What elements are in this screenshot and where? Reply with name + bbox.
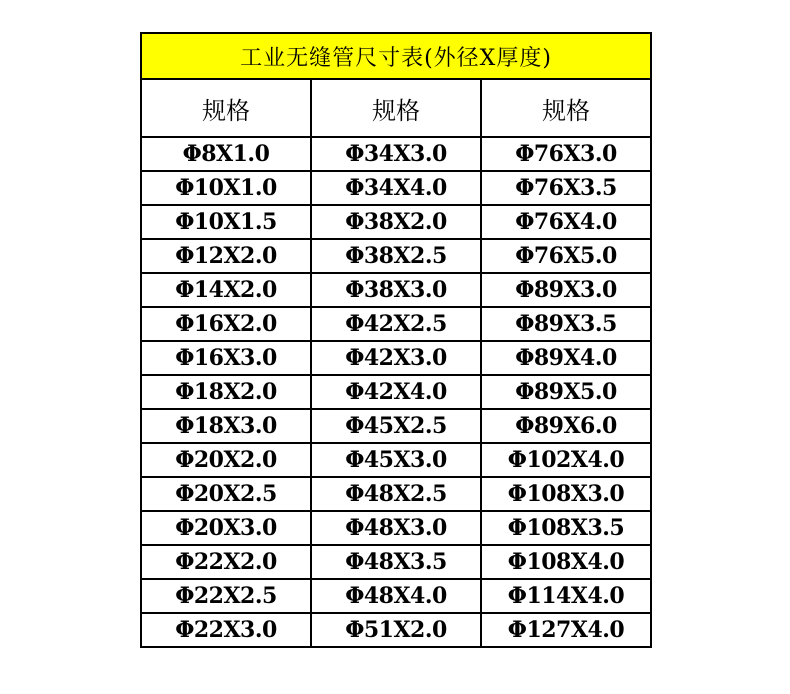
table-cell: Φ38X3.0: [311, 273, 481, 307]
table-cell: Φ18X2.0: [141, 375, 311, 409]
table-cell: Φ42X4.0: [311, 375, 481, 409]
table-cell: Φ48X2.5: [311, 477, 481, 511]
column-header: 规格: [141, 79, 311, 137]
pipe-size-table: [140, 32, 652, 648]
table-row: [141, 443, 651, 477]
table-cell: Φ127X4.0: [481, 613, 651, 647]
table-cell: Φ20X3.0: [141, 511, 311, 545]
table-cell: Φ38X2.5: [311, 239, 481, 273]
table-cell: Φ108X3.5: [481, 511, 651, 545]
table-row: [141, 171, 651, 205]
table-cell: Φ14X2.0: [141, 273, 311, 307]
table-row: [141, 341, 651, 375]
table-cell: Φ108X4.0: [481, 545, 651, 579]
table-cell: Φ45X2.5: [311, 409, 481, 443]
table-cell: Φ12X2.0: [141, 239, 311, 273]
table-cell: Φ45X3.0: [311, 443, 481, 477]
table-row: [141, 307, 651, 341]
table-cell: Φ76X5.0: [481, 239, 651, 273]
table-cell: Φ34X4.0: [311, 171, 481, 205]
table-cell: Φ114X4.0: [481, 579, 651, 613]
table-body: [141, 137, 651, 647]
table-cell: Φ34X3.0: [311, 137, 481, 171]
column-header: 规格: [311, 79, 481, 137]
table-cell: Φ16X3.0: [141, 341, 311, 375]
table-cell: Φ42X3.0: [311, 341, 481, 375]
header-row: [141, 79, 651, 137]
table-row: [141, 409, 651, 443]
table-row: [141, 545, 651, 579]
table-cell: Φ20X2.5: [141, 477, 311, 511]
table-cell: Φ89X3.5: [481, 307, 651, 341]
table-row: [141, 477, 651, 511]
table-cell: Φ89X3.0: [481, 273, 651, 307]
table-row: [141, 511, 651, 545]
table-cell: Φ10X1.0: [141, 171, 311, 205]
table-row: [141, 273, 651, 307]
table-cell: Φ10X1.5: [141, 205, 311, 239]
table-cell: Φ22X2.0: [141, 545, 311, 579]
table-title: 工业无缝管尺寸表(外径X厚度): [141, 33, 651, 79]
table-cell: Φ108X3.0: [481, 477, 651, 511]
table-cell: Φ102X4.0: [481, 443, 651, 477]
table-cell: Φ20X2.0: [141, 443, 311, 477]
table-cell: Φ89X4.0: [481, 341, 651, 375]
table-cell: Φ89X5.0: [481, 375, 651, 409]
table-cell: Φ89X6.0: [481, 409, 651, 443]
table-cell: Φ48X3.5: [311, 545, 481, 579]
table-row: [141, 375, 651, 409]
table-cell: Φ16X2.0: [141, 307, 311, 341]
table-cell: Φ51X2.0: [311, 613, 481, 647]
table-cell: Φ48X4.0: [311, 579, 481, 613]
table-row: [141, 613, 651, 647]
table-cell: Φ48X3.0: [311, 511, 481, 545]
table-row: [141, 137, 651, 171]
title-row: [141, 33, 651, 79]
table-row: [141, 579, 651, 613]
table-cell: Φ18X3.0: [141, 409, 311, 443]
table-cell: Φ8X1.0: [141, 137, 311, 171]
table-cell: Φ22X2.5: [141, 579, 311, 613]
table-row: [141, 205, 651, 239]
table-cell: Φ42X2.5: [311, 307, 481, 341]
table-cell: Φ76X3.5: [481, 171, 651, 205]
table-cell: Φ76X3.0: [481, 137, 651, 171]
column-header: 规格: [481, 79, 651, 137]
table-cell: Φ76X4.0: [481, 205, 651, 239]
table-cell: Φ22X3.0: [141, 613, 311, 647]
table-row: [141, 239, 651, 273]
table-cell: Φ38X2.0: [311, 205, 481, 239]
